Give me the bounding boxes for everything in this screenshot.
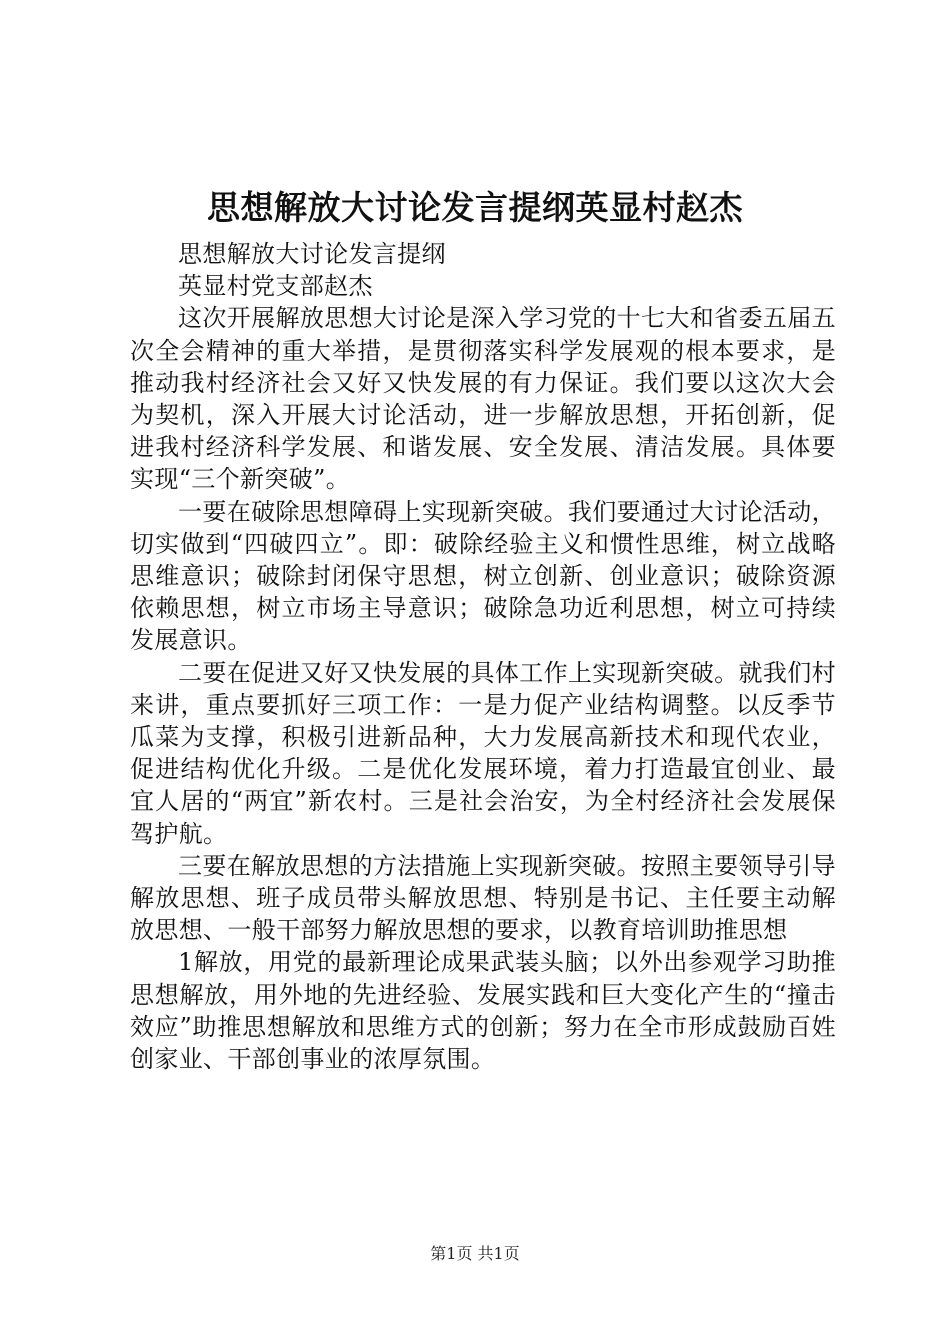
author-line: 英显村党支部赵杰	[178, 272, 373, 301]
paragraph-continuation: 1解放，用党的最新理论成果武装头脑；以外出参观学习助推思想解放，用外地的先进经验、发展实践和巨大变化产生的“撞击效应”助推思想解放和思维方式的创新；努力在全市形成鼓励百姓创家业、干部创事业的浓厚氛围。	[130, 948, 836, 1074]
paragraph-point-one: 一要在破除思想障碍上实现新突破。我们要通过大讨论活动，切实做到“四破四立”。即：破除经验主义和惯性思维，树立战略思维意识；破除封闭保守思想，树立创新、创业意识；破除资源依赖思想，树立市场主导意识；破除急功近利思想，树立可持续发展意识。	[130, 497, 836, 655]
page-footer: 第1页 共1页	[430, 1244, 520, 1263]
document-title: 思想解放大讨论发言提纲英显村赵杰	[207, 188, 743, 227]
paragraph-point-two: 二要在促进又好又快发展的具体工作上实现新突破。就我们村来讲，重点要抓好三项工作：一是力促产业结构调整。以反季节瓜菜为支撑，积极引进新品种，大力发展高新技术和现代农业，促进结构优化升级。二是优化发展环境，着力打造最宜创业、最宜人居的“两宜”新农村。三是社会治安，为全村经济社会发展保驾护航。	[130, 658, 836, 848]
paragraph-point-three: 三要在解放思想的方法措施上实现新突破。按照主要领导引导解放思想、班子成员带头解放思想、特别是书记、主任要主动解放思想、一般干部努力解放思想的要求，以教育培训助推思想	[130, 851, 836, 945]
document-body	[130, 238, 836, 1075]
paragraph-intro: 这次开展解放思想大讨论是深入学习党的十七大和省委五届五次全会精神的重大举措，是贯彻落实科学发展观的根本要求，是推动我村经济社会又好又快发展的有力保证。我们要以这次大会为契机，深入开展大讨论活动，进一步解放思想，开拓创新，促进我村经济科学发展、和谐发展、安全发展、清洁发展。具体要实现“三个新突破”。	[130, 304, 836, 494]
document-subtitle: 思想解放大讨论发言提纲	[178, 240, 446, 268]
